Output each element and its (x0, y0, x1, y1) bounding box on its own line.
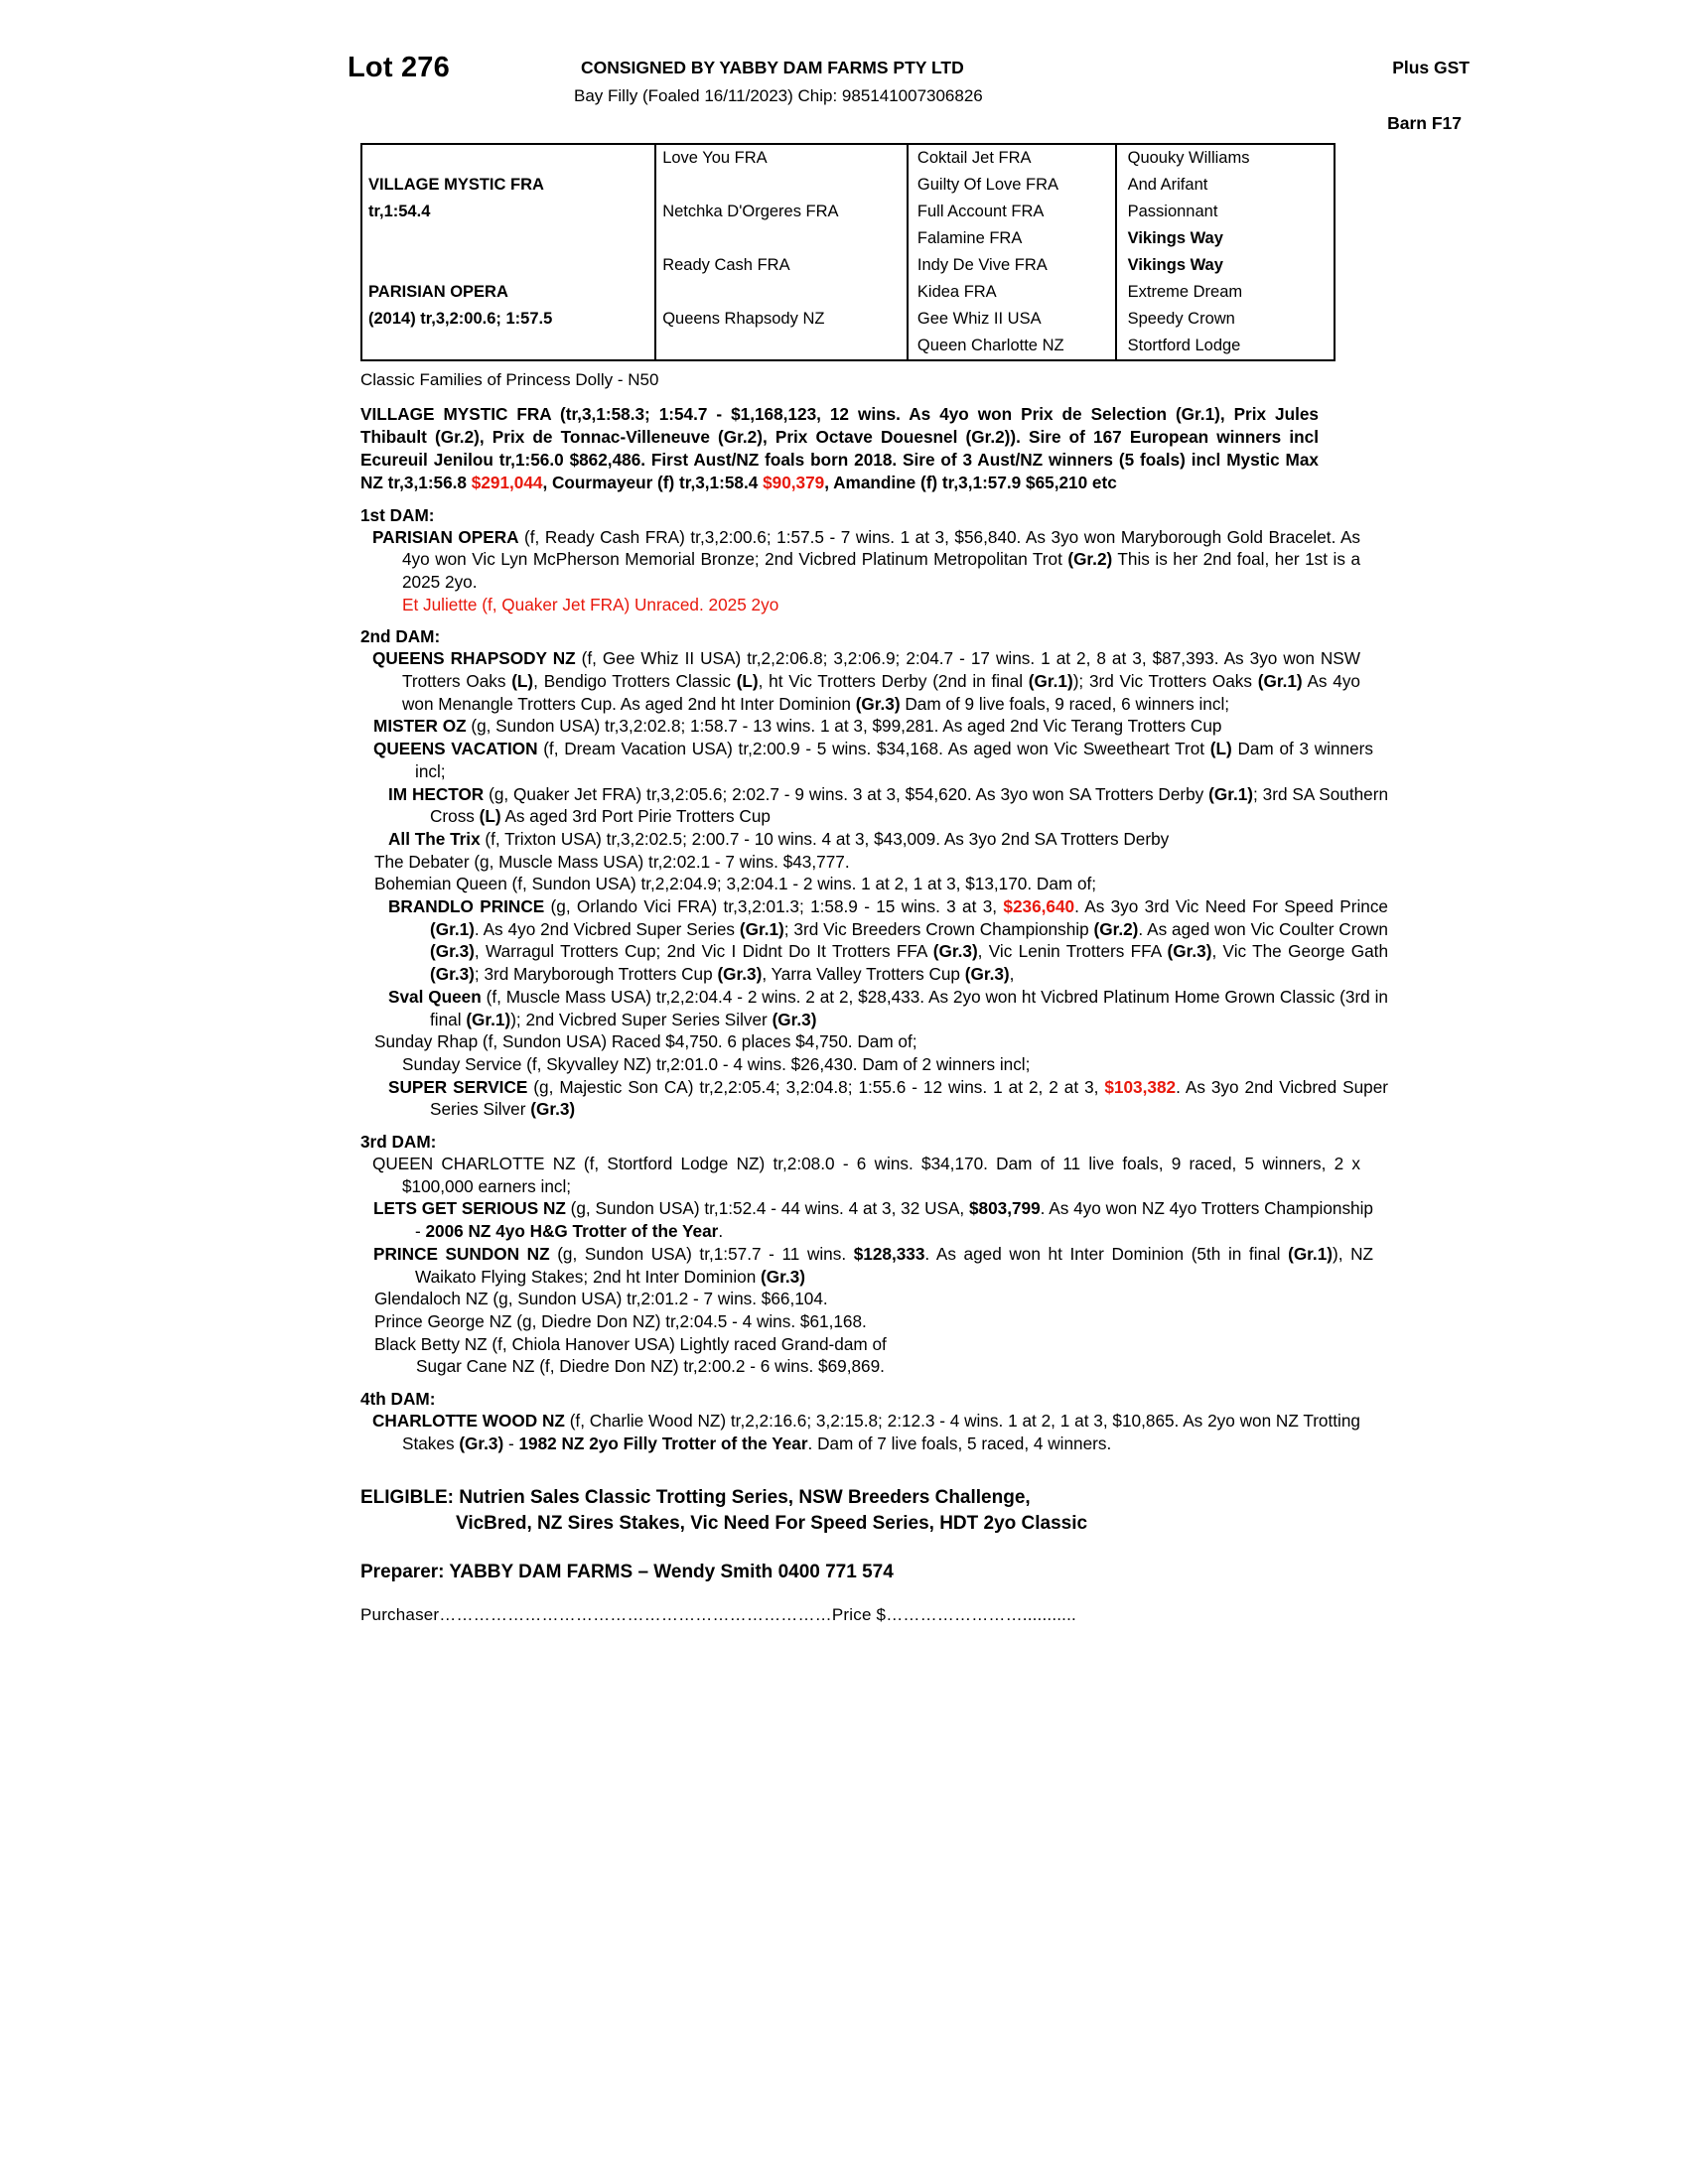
text-run: PARISIAN OPERA (372, 526, 519, 547)
pedigree-entry (360, 873, 1333, 895)
pedigree-cell (362, 145, 656, 172)
pedigree-cell (362, 252, 656, 279)
pedigree-entry (360, 1053, 1360, 1076)
dam-heading: 1st DAM: (360, 504, 435, 525)
text-run: (Gr.2) (1067, 549, 1113, 570)
text-run: (Gr.3) (1167, 941, 1212, 962)
barn-label: Barn F17 (1387, 113, 1462, 133)
text-run: (g, Quaker Jet FRA) tr,3,2:05.6; 2:02.7 - 9 wins. 3 at 3, $54,620. As 3yo won SA Trotters Derby (484, 783, 1209, 804)
pedigree-divider-1 (654, 145, 656, 359)
dam-heading: 4th DAM: (360, 1389, 436, 1410)
pedigree-cell: PARISIAN OPERA (368, 282, 508, 301)
text-run: $803,799 (968, 1198, 1041, 1219)
eligible-line-1: ELIGIBLE: Nutrien Sales Classic Trotting Series, NSW Breeders Challenge, (360, 1486, 1031, 1508)
text-run: SUPER SERVICE (388, 1076, 528, 1097)
text-run: (L) (1209, 739, 1232, 759)
foal-details-line: Bay Filly (Foaled 16/11/2023) Chip: 985141007306826 (574, 86, 983, 105)
pedigree-cell: Quouky Williams (1127, 148, 1250, 167)
text-run: (f, Trixton USA) tr,3,2:02.5; 2:00.7 - 10 wins. 4 at 3, $43,009. As 3yo 2nd SA Trotters Derby (480, 828, 1170, 849)
text-run: (Gr.3) (761, 1266, 805, 1287)
text-run: - (503, 1433, 519, 1453)
text-run: . Dam of 7 live foals, 5 raced, 4 winners. (807, 1433, 1112, 1453)
text-run: CHARLOTTE WOOD NZ (372, 1411, 565, 1432)
text-run: (f, Dream Vacation USA) tr,2:00.9 - 5 wins. $34,168. As aged won Vic Sweetheart Trot (537, 739, 1210, 759)
pedigree-cell: Ready Cash FRA (662, 255, 790, 274)
text-run: $90,379 (763, 472, 825, 492)
pedigree-entry (360, 715, 1373, 738)
pedigree-entry (360, 1030, 1333, 1053)
text-run: (g, Majestic Son CA) tr,2,2:05.4; 3,2:04.8; 1:55.6 - 12 wins. 1 at 2, 2 at 3, (527, 1076, 1105, 1097)
text-run: ); 2nd Vicbred Super Series Silver (510, 1009, 773, 1029)
pedigree-entry (360, 1076, 1388, 1121)
pedigree-cell (362, 225, 656, 252)
text-run: (g, Sundon USA) tr,3,2:02.8; 1:58.7 - 13 wins. 1 at 3, $99,281. As aged 2nd Vic Terang Trotters Cup (466, 716, 1222, 737)
pedigree-entry (360, 828, 1388, 851)
pedigree-row (362, 145, 1334, 172)
pedigree-cell (656, 333, 912, 359)
text-run: $103,382 (1104, 1076, 1177, 1097)
pedigree-divider-3 (1115, 145, 1117, 359)
text-run: (Gr.1) (1257, 671, 1303, 692)
pedigree-cell: Coktail Jet FRA (916, 148, 1032, 167)
text-run: (Gr.3) (964, 964, 1010, 985)
pedigree-entry (360, 1310, 1333, 1333)
pedigree-cell: Guilty Of Love FRA (916, 175, 1059, 194)
text-run: VILLAGE MYSTIC FRA (tr,3,1:58.3; 1:54.7 - $1,168,123, 12 wins. As 4yo won Prix de Selection (Gr.1), Prix Jules Thibault (Gr.2), Prix de Tonnac-Villeneuve (Gr.2), Prix Octave Douesnel (Gr.2)). Sire of 167 European winners incl Ecureuil Jenilou tr,1:56.0 $862,486. First Aust/NZ foals born 2018. Sire of 3 Aust/NZ winners (5 foals) incl Mystic Max NZ tr,3,1:56.8 (360, 404, 1319, 492)
pedigree-entry (360, 647, 1360, 715)
text-run: Black Betty NZ (f, Chiola Hanover USA) Lightly raced Grand-dam of (374, 1333, 887, 1354)
text-run: (L) (736, 671, 759, 692)
pedigree-cell (656, 279, 912, 306)
eligible-line-2: VicBred, NZ Sires Stakes, Vic Need For Speed Series, HDT 2yo Classic (456, 1513, 1088, 1535)
pedigree-entry (360, 1355, 1374, 1378)
text-run: . As 4yo won NZ 4yo Trotters Championship - (415, 1198, 1373, 1242)
pedigree-entry (360, 1333, 1333, 1356)
text-run: Sunday Service (f, Skyvalley NZ) tr,2:01.0 - 4 wins. $26,430. Dam of 2 winners incl; (402, 1053, 1031, 1074)
pedigree-cell: Queens Rhapsody NZ (662, 309, 825, 328)
text-run: ; 3rd Maryborough Trotters Cup (474, 964, 718, 985)
text-run: ), NZ Waikato Flying Stakes; 2nd ht Inter Dominion (415, 1243, 1374, 1287)
text-run: (Gr.1) (1208, 783, 1254, 804)
pedigree-cell: Passionnant (1127, 202, 1218, 220)
text-run: (g, Sundon USA) tr,1:52.4 - 44 wins. 4 at 3, 32 USA, (565, 1198, 969, 1219)
text-run: , Bendigo Trotters Classic (533, 671, 737, 692)
pedigree-entry (360, 1243, 1373, 1288)
text-run: BRANDLO PRINCE (388, 896, 545, 917)
pedigree-cell: tr,1:54.4 (368, 202, 431, 220)
text-run: , ht Vic Trotters Derby (2nd in final (758, 671, 1029, 692)
pedigree-cell: And Arifant (1127, 175, 1208, 194)
pedigree-entry (360, 895, 1388, 986)
pedigree-table (362, 145, 1334, 359)
pedigree-cell: VILLAGE MYSTIC FRA (368, 175, 544, 194)
text-run: The Debater (g, Muscle Mass USA) tr,2:02.1 - 7 wins. $43,777. (374, 851, 850, 872)
text-run: , Vic The George Gath (1211, 941, 1388, 962)
pedigree-row (362, 172, 1334, 199)
pedigree-row (362, 306, 1334, 333)
pedigree-cell: Gee Whiz II USA (916, 309, 1042, 328)
pedigree-cell: Speedy Crown (1127, 309, 1235, 328)
text-run: (Gr.3) (430, 941, 475, 962)
pedigree-entry (360, 1410, 1360, 1454)
classic-families-line: Classic Families of Princess Dolly - N50 (360, 370, 659, 389)
text-run: (f, Charlie Wood NZ) tr,2,2:16.6; 3,2:15.8; 2:12.3 - 4 wins. 1 at 2, 1 at 3, $10,865. As 2yo won NZ Trotting Stakes (402, 1411, 1360, 1453)
text-run: , Vic Lenin Trotters FFA (977, 941, 1168, 962)
pedigree-entry (360, 1288, 1333, 1310)
text-run: , Amandine (f) tr,3,1:57.9 $65,210 etc (824, 472, 1117, 492)
text-run: , (1009, 964, 1015, 985)
text-run: (Gr.3) (855, 693, 901, 714)
text-run: 2006 NZ 4yo H&G Trotter of the Year (425, 1221, 719, 1242)
text-run: (Gr.3) (717, 964, 763, 985)
pedigree-entry (360, 1197, 1373, 1242)
text-run: . As aged won Vic Coulter Crown (1138, 918, 1388, 939)
pedigree-row (362, 333, 1334, 359)
page-header (348, 46, 1539, 137)
text-run: Prince George NZ (g, Diedre Don NZ) tr,2:04.5 - 4 wins. $61,168. (374, 1311, 867, 1331)
preparer-line: Preparer: YABBY DAM FARMS – Wendy Smith 0400 771 574 (360, 1561, 894, 1582)
text-run: QUEENS VACATION (373, 739, 538, 759)
pedigree-cell: Extreme Dream (1127, 282, 1243, 301)
text-run: . As 4yo 2nd Vicbred Super Series (474, 918, 740, 939)
text-run: Glendaloch NZ (g, Sundon USA) tr,2:01.2 - 7 wins. $66,104. (374, 1289, 828, 1309)
pedigree-entry (360, 986, 1388, 1030)
text-run: As aged 3rd Port Pirie Trotters Cup (500, 806, 771, 827)
plus-gst-label: Plus GST (1392, 58, 1470, 77)
pedigree-row (362, 252, 1334, 279)
text-run: , Warragul Trotters Cup; 2nd Vic I Didnt Do It Trotters FFA (474, 941, 933, 962)
purchaser-line: Purchaser……………………………………………………………Price $……………………........... (360, 1604, 1076, 1624)
text-run: All The Trix (388, 828, 481, 849)
text-run: . (718, 1221, 724, 1242)
consignor-line: CONSIGNED BY YABBY DAM FARMS PTY LTD (581, 58, 964, 77)
text-run: Sugar Cane NZ (f, Diedre Don NZ) tr,2:00.2 - 6 wins. $69,869. (416, 1356, 885, 1377)
text-run: (Gr.3) (530, 1099, 576, 1120)
text-run: (Gr.3) (430, 964, 475, 985)
text-run: This is her 2nd foal, her 1st is a 2025 2yo. (402, 549, 1360, 592)
text-run: . As 3yo 2nd Vicbred Super Series Silver (430, 1076, 1388, 1120)
text-run: $236,640 (1003, 896, 1075, 917)
text-run: Dam of 9 live foals, 9 raced, 6 winners incl; (900, 693, 1230, 714)
text-run: (L) (511, 671, 534, 692)
pedigree-cell (656, 172, 912, 199)
pedigree-entry (360, 851, 1333, 874)
pedigree-cell: (2014) tr,3,2:00.6; 1:57.5 (368, 309, 553, 328)
pedigree-cell: Netchka D'Orgeres FRA (662, 202, 839, 220)
text-run: (f, Ready Cash FRA) tr,3,2:00.6; 1:57.5 - 7 wins. 1 at 3, $56,840. As 3yo won Maryborough Gold Bracelet. As 4yo won Vic Lyn McPherson Memorial Bronze; 2nd Vicbred Platinum Metropolitan Trot (402, 526, 1360, 570)
pedigree-cell: Falamine FRA (916, 228, 1023, 247)
text-run: ; 3rd SA Southern Cross (430, 783, 1388, 827)
text-run: $128,333 (853, 1243, 925, 1264)
text-run: 1982 NZ 2yo Filly Trotter of the Year (518, 1433, 808, 1453)
lot-number: Lot 276 (348, 52, 450, 83)
pedigree-entry (360, 783, 1388, 828)
text-run: Et Juliette (f, Quaker Jet FRA) Unraced. 2025 2yo (402, 594, 779, 614)
text-run: (Gr.1) (430, 918, 475, 939)
text-run: . As 3yo 3rd Vic Need For Speed Prince (1074, 896, 1388, 917)
text-run: $291,044 (471, 472, 543, 492)
pedigree-cell: Love You FRA (662, 148, 768, 167)
text-run: ; 3rd Vic Breeders Crown Championship (783, 918, 1094, 939)
text-run: (Gr.1) (739, 918, 784, 939)
text-run: LETS GET SERIOUS NZ (373, 1198, 566, 1219)
pedigree-cell: Vikings Way (1127, 255, 1223, 274)
pedigree-entry (360, 738, 1373, 782)
text-run: Sunday Rhap (f, Sundon USA) Raced $4,750. 6 places $4,750. Dam of; (374, 1031, 917, 1052)
pedigree-cell: Kidea FRA (916, 282, 997, 301)
text-run: (Gr.1) (1028, 671, 1073, 692)
text-run: . As aged won ht Inter Dominion (5th in final (924, 1243, 1289, 1264)
pedigree-row (362, 199, 1334, 225)
text-run: (Gr.3) (459, 1433, 504, 1453)
dam-sections (348, 505, 1539, 1455)
text-run: QUEEN CHARLOTTE NZ (f, Stortford Lodge NZ) tr,2:08.0 - 6 wins. $34,170. Dam of 11 live foals, 9 raced, 5 winners, 2 x $100,000 earners incl; (372, 1154, 1360, 1196)
text-run: As 4yo won Menangle Trotters Cup. As aged 2nd ht Inter Dominion (402, 671, 1360, 714)
text-run: (g, Sundon USA) tr,1:57.7 - 11 wins. (549, 1243, 854, 1264)
text-run: (Gr.2) (1093, 918, 1139, 939)
pedigree-entry (360, 1153, 1360, 1197)
pedigree-entry (360, 594, 1360, 616)
pedigree-cell: Indy De Vive FRA (916, 255, 1048, 274)
text-run: (Gr.1) (466, 1009, 511, 1029)
pedigree-cell: Queen Charlotte NZ (916, 336, 1064, 354)
text-run: (f, Gee Whiz II USA) tr,2,2:06.8; 3,2:06.9; 2:04.7 - 17 wins. 1 at 2, 8 at 3, $87,393. As 3yo won NSW Trotters Oaks (402, 648, 1360, 692)
pedigree-cell: Stortford Lodge (1127, 336, 1241, 354)
text-run: Bohemian Queen (f, Sundon USA) tr,2,2:04.9; 3,2:04.1 - 2 wins. 1 at 2, 1 at 3, $13,170. Dam of; (374, 874, 1097, 894)
text-run: Sval Queen (388, 986, 482, 1007)
text-run: (f, Muscle Mass USA) tr,2,2:04.4 - 2 wins. 2 at 2, $28,433. As 2yo won ht Vicbred Platinum Home Grown Classic (3rd in final (430, 986, 1388, 1029)
sire-summary-paragraph (360, 403, 1319, 494)
text-run: Dam of 3 winners incl; (415, 739, 1373, 781)
pedigree-cell (656, 225, 912, 252)
pedigree-cell: Full Account FRA (916, 202, 1045, 220)
text-run: (Gr.3) (932, 941, 978, 962)
pedigree-cell (362, 333, 656, 359)
eligible-block (360, 1485, 1324, 1538)
pedigree-cell: Vikings Way (1127, 228, 1223, 247)
dam-heading: 3rd DAM: (360, 1132, 437, 1153)
text-run: , Yarra Valley Trotters Cup (762, 964, 965, 985)
text-run: , Courmayeur (f) tr,3,1:58.4 (542, 472, 764, 492)
text-run: (L) (479, 806, 501, 827)
text-run: IM HECTOR (388, 783, 485, 804)
pedigree-row (362, 279, 1334, 306)
text-run: ); 3rd Vic Trotters Oaks (1072, 671, 1258, 692)
text-run: (Gr.3) (772, 1009, 817, 1029)
text-run: QUEENS RHAPSODY NZ (372, 648, 576, 669)
pedigree-divider-2 (907, 145, 909, 359)
text-run: MISTER OZ (373, 716, 467, 737)
text-run: (g, Orlando Vici FRA) tr,3,2:01.3; 1:58.9 - 15 wins. 3 at 3, (544, 896, 1004, 917)
pedigree-table-wrapper (360, 143, 1336, 361)
pedigree-row (362, 225, 1334, 252)
text-run: (Gr.1) (1288, 1243, 1333, 1264)
text-run: PRINCE SUNDON NZ (373, 1243, 550, 1264)
dam-heading: 2nd DAM: (360, 626, 441, 647)
pedigree-entry (360, 526, 1360, 594)
